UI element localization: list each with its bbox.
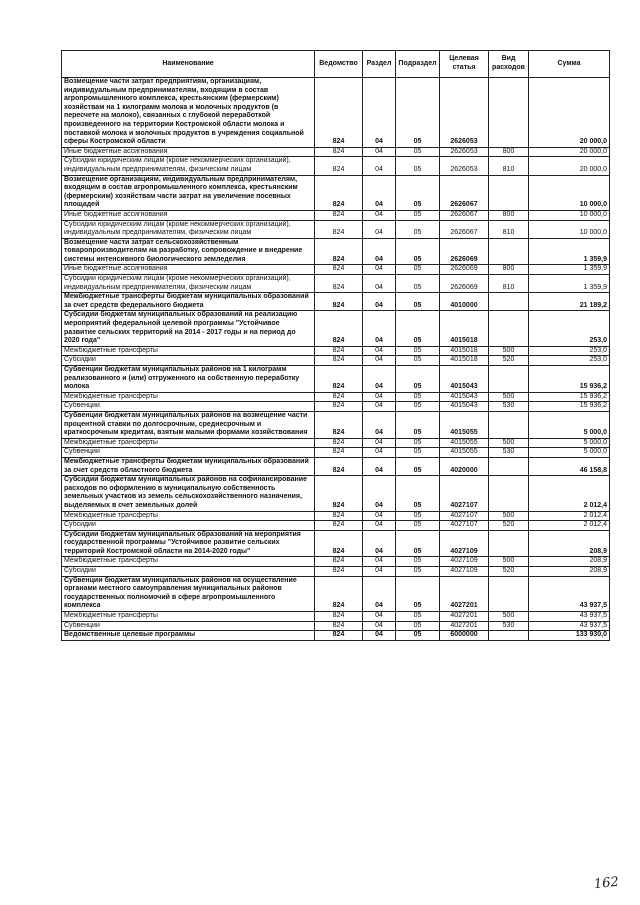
cell-sum: 2 012,4 [529,511,610,521]
table-row [62,511,610,521]
cell-target: 4015018 [440,346,489,356]
cell-kind: 800 [489,147,529,157]
cell-sum: 5 000,0 [529,411,610,438]
cell-name: Субвенции [62,402,315,412]
table-row [62,157,610,175]
table-row [62,210,610,220]
cell-name: Субсидии бюджетам муниципальных образований на мероприятия государственной программы "Устойчивое развитие сельских территорий Костромской области на 2014-2020 годы" [62,530,315,557]
cell-kind [489,576,529,611]
table-row [62,293,610,311]
cell-kind: 800 [489,265,529,275]
cell-subsection: 05 [396,411,440,438]
table-row [62,220,610,238]
cell-name: Субсидии бюджетам муниципальных районов на софинансирование расходов по оформлению в муниципальную собственность земельных участков из земель сельскохозяйственного назначения, выделяемых в счет земельных долей [62,476,315,511]
cell-target: 4015055 [440,448,489,458]
cell-subsection: 05 [396,366,440,393]
cell-kind: 500 [489,392,529,402]
table-row [62,621,610,631]
table-row [62,366,610,393]
cell-dept: 824 [315,511,363,521]
table-row [62,411,610,438]
cell-sum: 208,9 [529,567,610,577]
page-number: 162 [593,874,620,893]
cell-sum: 208,9 [529,530,610,557]
table-row [62,175,610,210]
cell-target: 4015055 [440,438,489,448]
cell-subsection: 05 [396,612,440,622]
table-row [62,356,610,366]
cell-subsection: 05 [396,567,440,577]
cell-section: 04 [363,356,396,366]
cell-target: 4027107 [440,521,489,531]
cell-dept: 824 [315,402,363,412]
cell-target: 4027107 [440,511,489,521]
cell-name: Возмещение части затрат предприятиям, организациям, индивидуальным предпринимателям, входящим в состав агропромышленного комплекса, крестьянским (фермерским) хозяйствам на 1 килограмм молока и молочных продуктов (в пересчете на молоко), связанных с глубокой переработкой произведенного на территории Костромской области молока и поставкой молока и молочных продуктов в учреждения социальной сферы Костромской области [62,78,315,148]
cell-sum: 133 930,0 [529,631,610,641]
cell-kind: 530 [489,402,529,412]
cell-target: 4010000 [440,293,489,311]
cell-sum: 5 000,0 [529,448,610,458]
table-row [62,530,610,557]
cell-subsection: 05 [396,356,440,366]
cell-sum: 20 000,0 [529,78,610,148]
table-row [62,147,610,157]
cell-sum: 21 189,2 [529,293,610,311]
cell-kind: 500 [489,557,529,567]
cell-dept: 824 [315,476,363,511]
cell-dept: 824 [315,567,363,577]
cell-section: 04 [363,346,396,356]
cell-dept: 824 [315,275,363,293]
cell-name: Субвенции бюджетам муниципальных районов на возмещение части процентной ставки по долгосрочным, среднесрочным и краткосрочным кредитам, взятым малыми формами хозяйствования [62,411,315,438]
header-dept: Ведомство [315,51,363,78]
cell-name: Субсидии юридическим лицам (кроме некоммерческих организаций), индивидуальным предпринимателям, физическим лицам [62,157,315,175]
cell-section: 04 [363,621,396,631]
cell-name: Межбюджетные трансферты [62,557,315,567]
header-subsection: Подраздел [396,51,440,78]
cell-kind: 810 [489,275,529,293]
cell-subsection: 05 [396,521,440,531]
cell-kind: 500 [489,346,529,356]
cell-dept: 824 [315,521,363,531]
cell-subsection: 05 [396,220,440,238]
cell-dept: 824 [315,175,363,210]
cell-section: 04 [363,238,396,265]
cell-dept: 824 [315,612,363,622]
cell-subsection: 05 [396,438,440,448]
cell-sum: 253,0 [529,346,610,356]
cell-sum: 15 936,2 [529,392,610,402]
table-row [62,392,610,402]
header-kind: Вид расходов [489,51,529,78]
cell-section: 04 [363,392,396,402]
cell-sum: 10 000,0 [529,175,610,210]
cell-section: 04 [363,457,396,475]
cell-target: 4027107 [440,476,489,511]
cell-name: Субсидии [62,521,315,531]
cell-dept: 824 [315,238,363,265]
header-target: Целевая статья [440,51,489,78]
table-row [62,238,610,265]
cell-subsection: 05 [396,147,440,157]
cell-kind: 500 [489,511,529,521]
cell-dept: 824 [315,448,363,458]
cell-sum: 43 937,5 [529,612,610,622]
cell-kind: 810 [489,220,529,238]
cell-name: Субвенции бюджетам муниципальных районов на осуществление органами местного самоуправления муниципальных районов государственных полномочий в сфере агропромышленного комплекса [62,576,315,611]
cell-sum: 43 937,5 [529,576,610,611]
cell-dept: 824 [315,621,363,631]
table-row [62,78,610,148]
cell-target: 6000000 [440,631,489,641]
cell-subsection: 05 [396,293,440,311]
cell-name: Субвенции [62,621,315,631]
table-row [62,275,610,293]
cell-section: 04 [363,557,396,567]
cell-section: 04 [363,521,396,531]
table-row [62,346,610,356]
cell-subsection: 05 [396,557,440,567]
cell-dept: 824 [315,311,363,346]
cell-kind [489,293,529,311]
cell-subsection: 05 [396,157,440,175]
cell-target: 4015043 [440,402,489,412]
cell-name: Субвенции бюджетам муниципальных районов на 1 килограмм реализованного и (или) отгруженного на собственную переработку молока [62,366,315,393]
cell-section: 04 [363,476,396,511]
cell-target: 4027109 [440,557,489,567]
cell-section: 04 [363,511,396,521]
cell-kind: 530 [489,448,529,458]
cell-sum: 253,0 [529,356,610,366]
table-row [62,448,610,458]
cell-name: Возмещение части затрат сельскохозяйственным товаропроизводителям на разработку, сопровождение и внедрение системы интенсивного биологического земледелия [62,238,315,265]
cell-section: 04 [363,530,396,557]
cell-kind: 520 [489,521,529,531]
cell-subsection: 05 [396,346,440,356]
cell-dept: 824 [315,392,363,402]
cell-sum: 15 936,2 [529,402,610,412]
cell-name: Субсидии юридическим лицам (кроме некоммерческих организаций), индивидуальным предпринимателям, физическим лицам [62,275,315,293]
cell-sum: 10 000,0 [529,220,610,238]
cell-dept: 824 [315,356,363,366]
cell-name: Субсидии бюджетам муниципальных образований на реализацию мероприятий федеральной целевой программы "Устойчивое развитие сельских территорий на 2014 - 2017 годы и на период до 2020 года" [62,311,315,346]
table-row [62,476,610,511]
cell-target: 4015018 [440,311,489,346]
cell-section: 04 [363,631,396,641]
cell-kind: 530 [489,621,529,631]
cell-section: 04 [363,448,396,458]
cell-sum: 2 012,4 [529,521,610,531]
cell-sum: 15 936,2 [529,366,610,393]
cell-target: 2626053 [440,78,489,148]
header-section: Раздел [363,51,396,78]
cell-sum: 208,9 [529,557,610,567]
table-row [62,265,610,275]
cell-kind [489,311,529,346]
cell-kind: 810 [489,157,529,175]
table-row [62,576,610,611]
cell-name: Межбюджетные трансферты [62,612,315,622]
cell-subsection: 05 [396,265,440,275]
cell-sum: 46 158,8 [529,457,610,475]
cell-kind [489,78,529,148]
cell-target: 2626069 [440,238,489,265]
cell-kind [489,366,529,393]
cell-name: Иные бюджетные ассигнования [62,265,315,275]
cell-section: 04 [363,567,396,577]
cell-kind [489,175,529,210]
cell-section: 04 [363,265,396,275]
cell-dept: 824 [315,457,363,475]
cell-section: 04 [363,293,396,311]
header-sum: Сумма [529,51,610,78]
cell-dept: 824 [315,346,363,356]
cell-subsection: 05 [396,311,440,346]
cell-dept: 824 [315,210,363,220]
cell-dept: 824 [315,631,363,641]
cell-section: 04 [363,612,396,622]
cell-dept: 824 [315,530,363,557]
cell-target: 4027201 [440,621,489,631]
cell-subsection: 05 [396,511,440,521]
cell-subsection: 05 [396,631,440,641]
cell-name: Ведомственные целевые программы [62,631,315,641]
cell-target: 2626053 [440,147,489,157]
cell-kind: 520 [489,356,529,366]
cell-target: 4015043 [440,366,489,393]
cell-name: Межбюджетные трансферты [62,346,315,356]
cell-name: Иные бюджетные ассигнования [62,147,315,157]
cell-section: 04 [363,275,396,293]
table-row [62,311,610,346]
cell-section: 04 [363,311,396,346]
table-row [62,612,610,622]
cell-section: 04 [363,402,396,412]
cell-target: 4027109 [440,530,489,557]
table-row [62,402,610,412]
cell-dept: 824 [315,576,363,611]
cell-name: Субсидии юридическим лицам (кроме некоммерческих организаций), индивидуальным предпринимателям, физическим лицам [62,220,315,238]
cell-target: 4020000 [440,457,489,475]
cell-target: 4015018 [440,356,489,366]
cell-kind: 800 [489,210,529,220]
cell-subsection: 05 [396,621,440,631]
cell-dept: 824 [315,157,363,175]
cell-subsection: 05 [396,576,440,611]
cell-section: 04 [363,411,396,438]
cell-kind: 500 [489,438,529,448]
cell-dept: 824 [315,78,363,148]
budget-table [61,50,610,641]
cell-sum: 20 000,0 [529,147,610,157]
cell-section: 04 [363,147,396,157]
cell-kind [489,411,529,438]
cell-subsection: 05 [396,402,440,412]
cell-name: Возмещение организациям, индивидуальным предпринимателям, входящим в состав агропромышленного комплекса, крестьянским (фермерским) хозяйствам части затрат на увеличение посевных площадей [62,175,315,210]
cell-subsection: 05 [396,476,440,511]
cell-sum: 10 000,0 [529,210,610,220]
cell-section: 04 [363,157,396,175]
table-row [62,457,610,475]
cell-kind: 500 [489,612,529,622]
cell-sum: 1 359,9 [529,265,610,275]
cell-name: Межбюджетные трансферты [62,392,315,402]
cell-target: 2626069 [440,265,489,275]
cell-section: 04 [363,210,396,220]
cell-name: Иные бюджетные ассигнования [62,210,315,220]
cell-name: Субсидии [62,356,315,366]
table-row [62,567,610,577]
table-row [62,438,610,448]
cell-name: Субвенции [62,448,315,458]
cell-dept: 824 [315,265,363,275]
cell-subsection: 05 [396,175,440,210]
cell-target: 4027201 [440,612,489,622]
table-row [62,557,610,567]
cell-section: 04 [363,366,396,393]
cell-subsection: 05 [396,457,440,475]
cell-kind [489,476,529,511]
table-row [62,631,610,641]
cell-name: Межбюджетные трансферты [62,511,315,521]
cell-dept: 824 [315,557,363,567]
cell-section: 04 [363,438,396,448]
cell-target: 2626067 [440,220,489,238]
cell-target: 4027109 [440,567,489,577]
cell-dept: 824 [315,366,363,393]
cell-target: 2626067 [440,210,489,220]
cell-subsection: 05 [396,530,440,557]
cell-sum: 1 359,9 [529,238,610,265]
cell-name: Межбюджетные трансферты бюджетам муниципальных образований за счет средств областного бюджета [62,457,315,475]
cell-dept: 824 [315,147,363,157]
cell-sum: 1 359,9 [529,275,610,293]
cell-dept: 824 [315,293,363,311]
cell-kind [489,631,529,641]
cell-target: 4015043 [440,392,489,402]
cell-target: 2626069 [440,275,489,293]
cell-sum: 20 000,0 [529,157,610,175]
cell-subsection: 05 [396,238,440,265]
cell-target: 4027201 [440,576,489,611]
cell-section: 04 [363,175,396,210]
cell-target: 2626053 [440,157,489,175]
cell-target: 2626067 [440,175,489,210]
table-header-row [62,51,610,78]
cell-sum: 2 012,4 [529,476,610,511]
cell-kind [489,457,529,475]
cell-kind [489,238,529,265]
cell-section: 04 [363,220,396,238]
cell-subsection: 05 [396,210,440,220]
cell-section: 04 [363,576,396,611]
cell-target: 4015055 [440,411,489,438]
cell-kind: 520 [489,567,529,577]
cell-section: 04 [363,78,396,148]
cell-dept: 824 [315,411,363,438]
cell-sum: 253,0 [529,311,610,346]
cell-kind [489,530,529,557]
cell-subsection: 05 [396,275,440,293]
cell-subsection: 05 [396,448,440,458]
cell-subsection: 05 [396,392,440,402]
table-row [62,521,610,531]
header-name: Наименование [62,51,315,78]
cell-subsection: 05 [396,78,440,148]
table-body [62,78,610,641]
cell-dept: 824 [315,438,363,448]
cell-sum: 5 000,0 [529,438,610,448]
cell-name: Межбюджетные трансферты [62,438,315,448]
cell-sum: 43 937,5 [529,621,610,631]
cell-name: Субсидии [62,567,315,577]
cell-name: Межбюджетные трансферты бюджетам муниципальных образований за счет средств федерального бюджета [62,293,315,311]
cell-dept: 824 [315,220,363,238]
